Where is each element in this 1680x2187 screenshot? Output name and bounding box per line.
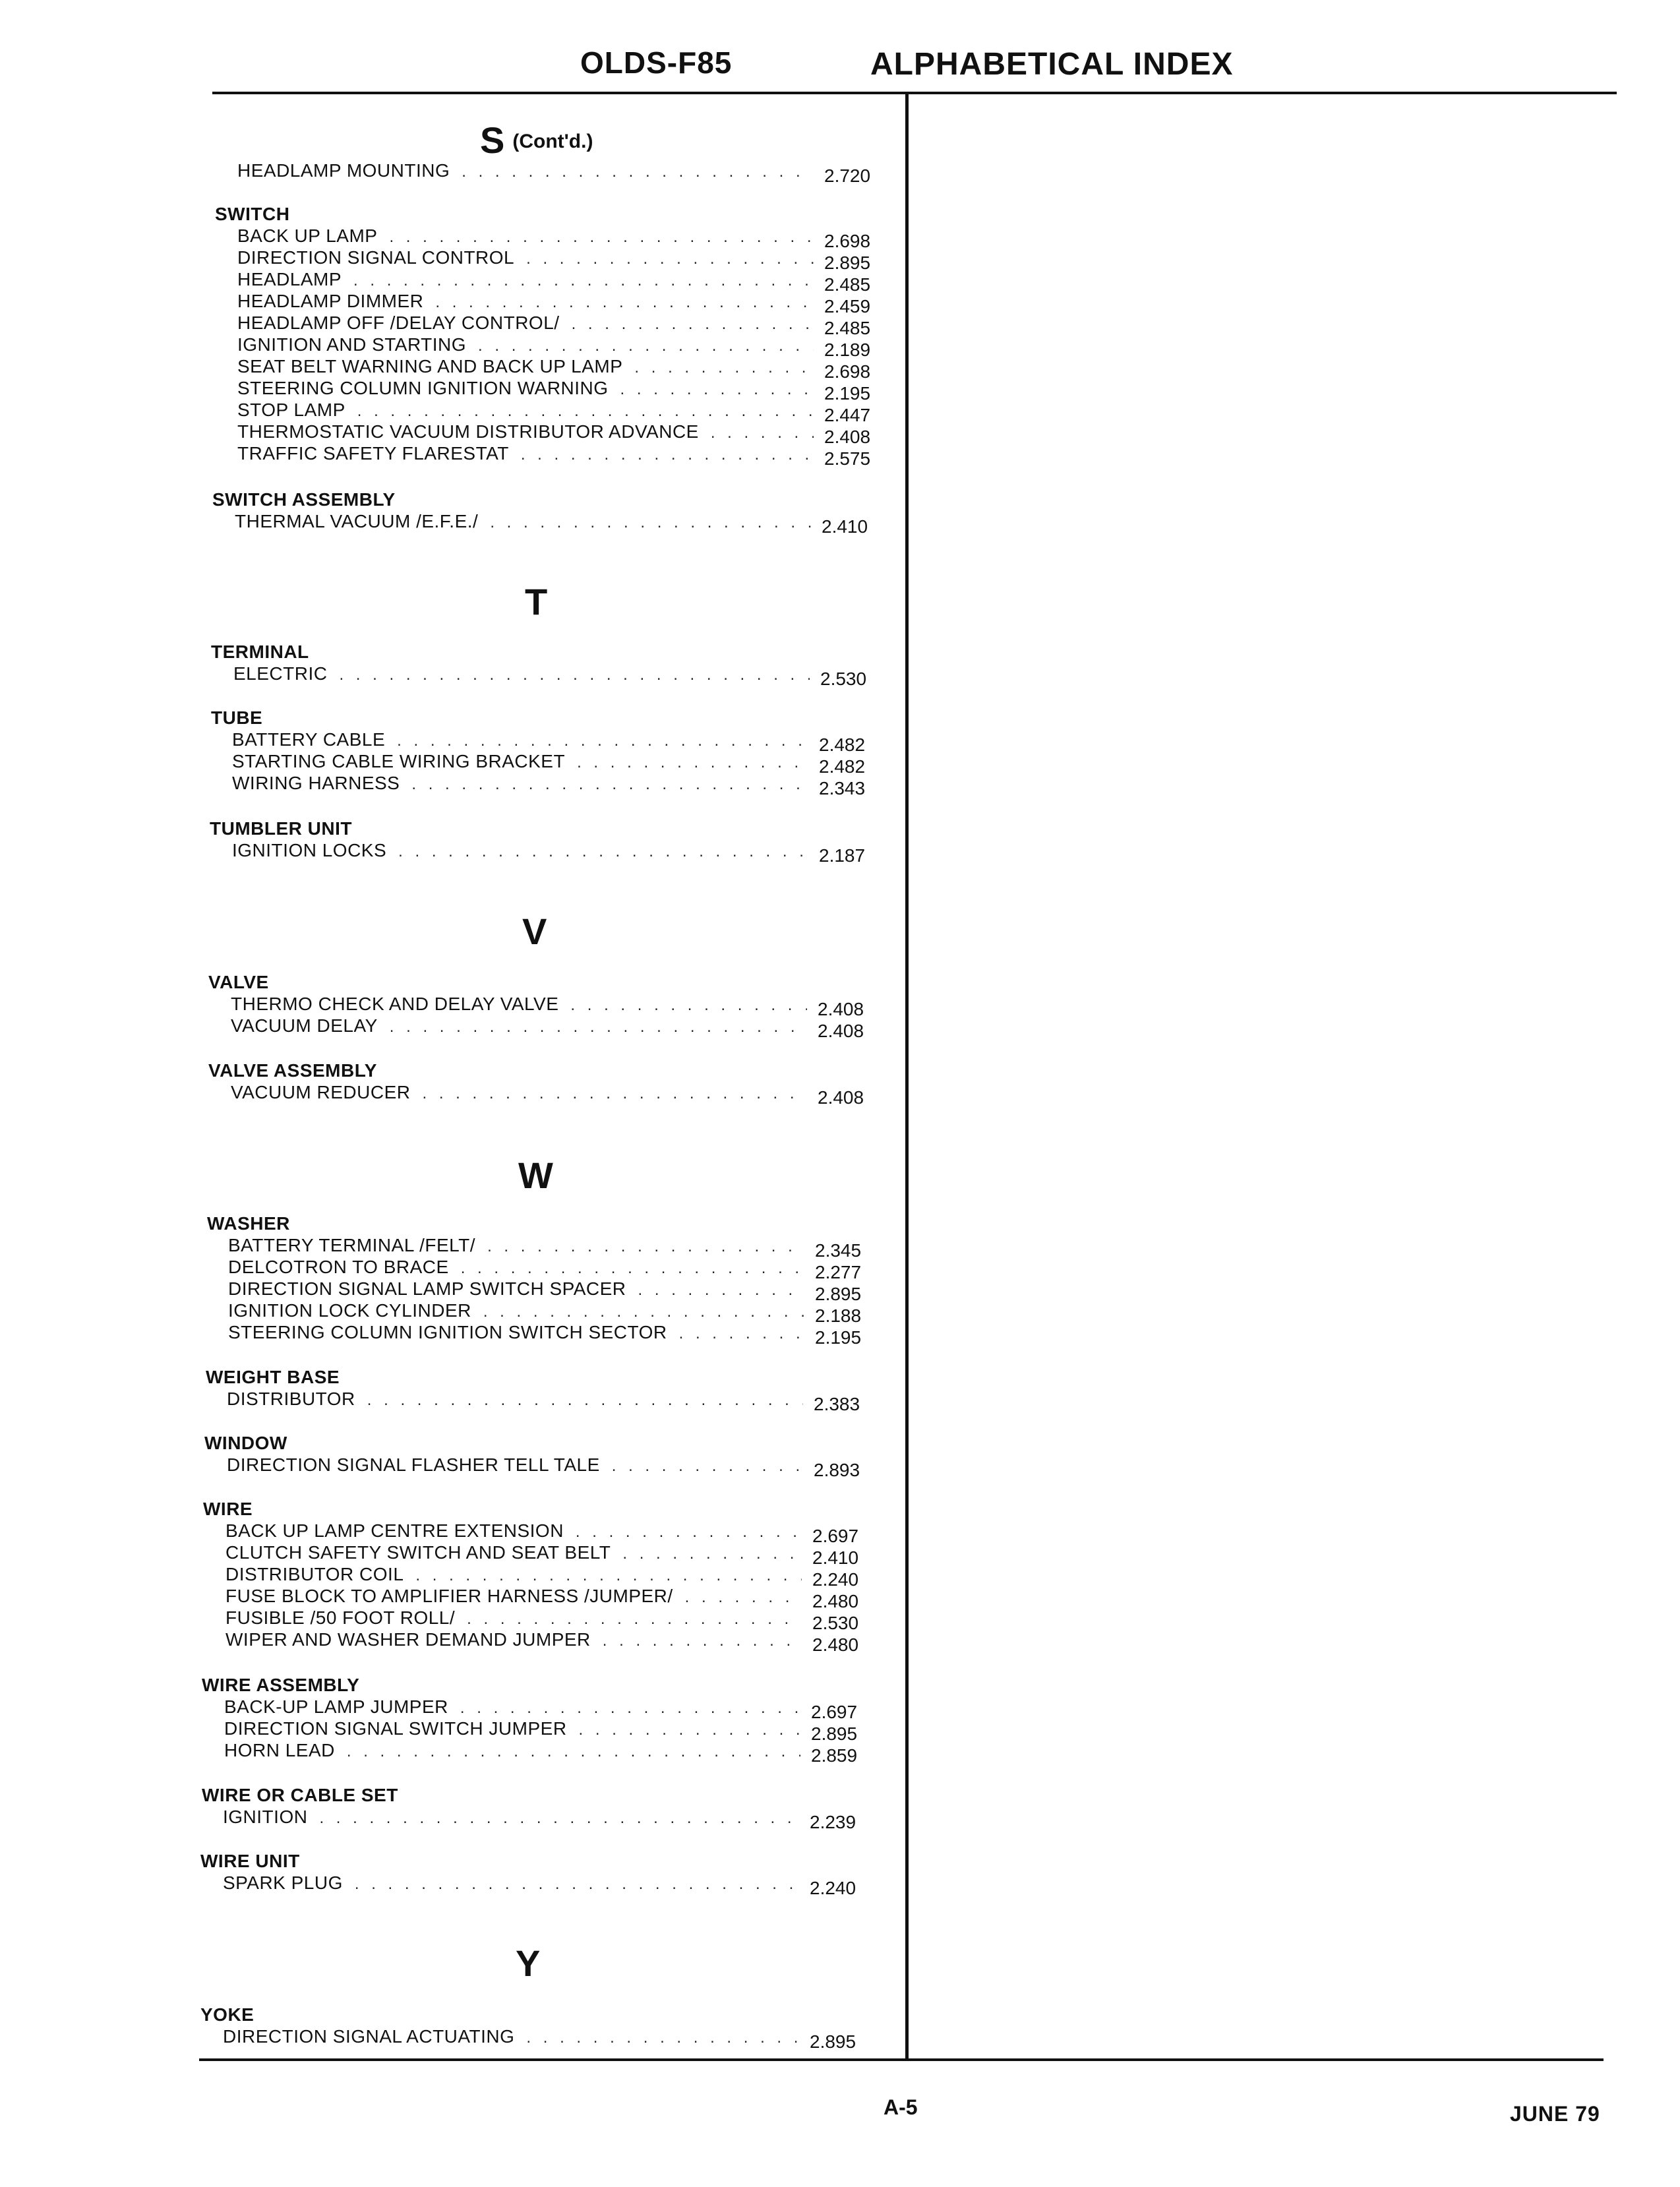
index-entry bbox=[228, 1257, 868, 1282]
index-heading: WIRE ASSEMBLY bbox=[202, 1675, 360, 1695]
dot-leader bbox=[576, 1523, 802, 1542]
entry-label: ELECTRIC bbox=[233, 663, 328, 684]
dot-leader bbox=[467, 1610, 802, 1629]
page-title: ALPHABETICAL INDEX bbox=[870, 47, 1234, 82]
entry-label: BATTERY TERMINAL /FELT/ bbox=[228, 1235, 476, 1255]
index-heading: SWITCH ASSEMBLY bbox=[212, 489, 396, 510]
dot-leader bbox=[423, 1085, 808, 1103]
entry-page: 2.720 bbox=[824, 165, 871, 186]
dot-leader bbox=[487, 1238, 804, 1256]
index-heading: SWITCH bbox=[215, 204, 290, 224]
index-entry bbox=[237, 443, 877, 469]
section-suffix: (Cont'd.) bbox=[512, 131, 593, 152]
entry-label: VACUUM REDUCER bbox=[231, 1082, 411, 1102]
index-entry bbox=[225, 1629, 865, 1655]
entry-page: 2.698 bbox=[824, 361, 871, 382]
entry-page: 2.482 bbox=[819, 734, 866, 755]
dot-leader bbox=[603, 1632, 802, 1650]
entry-label: HEADLAMP DIMMER bbox=[237, 291, 424, 311]
dot-leader bbox=[462, 163, 814, 181]
entry-page: 2.188 bbox=[815, 1305, 862, 1326]
index-entry bbox=[237, 421, 877, 447]
entry-label: DIRECTION SIGNAL CONTROL bbox=[237, 247, 515, 268]
entry-page: 2.530 bbox=[812, 1613, 859, 1633]
section-letter-v: V bbox=[522, 911, 547, 952]
index-entry bbox=[225, 1542, 865, 1568]
entry-label: BACK UP LAMP CENTRE EXTENSION bbox=[225, 1520, 564, 1541]
entry-page: 2.895 bbox=[810, 2031, 856, 2052]
entry-label: DIRECTION SIGNAL FLASHER TELL TALE bbox=[227, 1454, 600, 1475]
top-rule bbox=[212, 92, 1617, 94]
entry-label: DELCOTRON TO BRACE bbox=[228, 1257, 449, 1277]
entry-label: BACK-UP LAMP JUMPER bbox=[224, 1696, 448, 1717]
entry-label: HEADLAMP MOUNTING bbox=[237, 160, 450, 181]
entry-page: 2.410 bbox=[822, 516, 868, 537]
entry-page: 2.239 bbox=[810, 1812, 856, 1832]
index-entry bbox=[237, 225, 877, 251]
index-entry bbox=[235, 511, 874, 537]
index-heading: VALVE bbox=[208, 972, 269, 992]
index-entry bbox=[228, 1235, 868, 1261]
dot-leader bbox=[357, 402, 814, 421]
index-heading: WINDOW bbox=[204, 1433, 287, 1453]
dot-leader bbox=[570, 996, 807, 1015]
index-entry bbox=[232, 840, 872, 866]
index-entry bbox=[228, 1322, 868, 1348]
entry-page: 2.480 bbox=[812, 1591, 859, 1611]
entry-label: SEAT BELT WARNING AND BACK UP LAMP bbox=[237, 356, 623, 376]
index-heading: WIRE bbox=[203, 1499, 253, 1519]
index-entry bbox=[227, 1389, 866, 1414]
index-entry bbox=[224, 1718, 864, 1744]
entry-page: 2.408 bbox=[818, 1087, 864, 1108]
dot-leader bbox=[415, 1567, 802, 1585]
dot-leader bbox=[367, 1391, 803, 1410]
dot-leader bbox=[397, 732, 808, 750]
dot-leader bbox=[478, 337, 814, 355]
section-letter-t: T bbox=[525, 581, 548, 622]
entry-label: FUSE BLOCK TO AMPLIFIER HARNESS /JUMPER/ bbox=[225, 1586, 673, 1606]
dot-leader bbox=[685, 1588, 802, 1607]
entry-label: HEADLAMP bbox=[237, 269, 342, 289]
dot-leader bbox=[460, 1699, 800, 1718]
entry-label: BACK UP LAMP bbox=[237, 225, 378, 246]
dot-leader bbox=[461, 1259, 804, 1278]
index-entry bbox=[225, 1520, 865, 1546]
section-letter-y: Y bbox=[516, 1942, 541, 1984]
index-entry bbox=[232, 751, 872, 777]
index-entry bbox=[237, 313, 877, 338]
dot-leader bbox=[679, 1325, 804, 1343]
entry-label: STOP LAMP bbox=[237, 400, 345, 420]
entry-page: 2.195 bbox=[824, 383, 871, 404]
entry-label: DISTRIBUTOR bbox=[227, 1389, 355, 1409]
dot-leader bbox=[389, 228, 814, 247]
dot-leader bbox=[521, 446, 814, 464]
index-heading: WIRE UNIT bbox=[200, 1851, 300, 1871]
index-entry bbox=[231, 994, 870, 1019]
entry-label: CLUTCH SAFETY SWITCH AND SEAT BELT bbox=[225, 1542, 611, 1563]
entry-label: DISTRIBUTOR COIL bbox=[225, 1564, 404, 1584]
index-entry bbox=[224, 1696, 864, 1722]
entry-page: 2.459 bbox=[824, 296, 871, 316]
entry-label: IGNITION bbox=[223, 1807, 308, 1827]
index-entry bbox=[232, 729, 872, 755]
dot-leader bbox=[411, 775, 808, 794]
entry-label: STEERING COLUMN IGNITION WARNING bbox=[237, 378, 609, 398]
index-entry bbox=[224, 1740, 864, 1766]
dot-leader bbox=[579, 1721, 800, 1739]
entry-label: FUSIBLE /50 FOOT ROLL/ bbox=[225, 1607, 456, 1628]
index-heading: VALVE ASSEMBLY bbox=[208, 1060, 377, 1081]
dot-leader bbox=[483, 1303, 804, 1321]
entry-page: 2.895 bbox=[815, 1284, 862, 1304]
entry-label: WIRING HARNESS bbox=[232, 773, 400, 793]
entry-page: 2.187 bbox=[819, 845, 866, 866]
dot-leader bbox=[634, 359, 814, 377]
entry-page: 2.195 bbox=[815, 1327, 862, 1348]
entry-label: TRAFFIC SAFETY FLARESTAT bbox=[237, 443, 509, 464]
entry-page: 2.408 bbox=[818, 999, 864, 1019]
index-entry bbox=[237, 269, 877, 295]
index-heading: TUMBLER UNIT bbox=[210, 818, 352, 839]
entry-page: 2.408 bbox=[818, 1021, 864, 1041]
index-heading: WIRE OR CABLE SET bbox=[202, 1785, 398, 1805]
section-letter-w: W bbox=[518, 1154, 553, 1196]
entry-page: 2.698 bbox=[824, 231, 871, 251]
dot-leader bbox=[398, 843, 808, 861]
index-entry bbox=[227, 1454, 866, 1480]
dot-leader bbox=[355, 1875, 799, 1894]
entry-page: 2.277 bbox=[815, 1262, 862, 1282]
index-heading: WASHER bbox=[207, 1213, 290, 1234]
entry-label: DIRECTION SIGNAL ACTUATING bbox=[223, 2026, 515, 2047]
index-entry bbox=[237, 334, 877, 360]
entry-page: 2.697 bbox=[812, 1526, 859, 1546]
index-entry bbox=[237, 247, 877, 273]
dot-leader bbox=[620, 380, 814, 399]
index-entry bbox=[223, 1872, 862, 1898]
entry-page: 2.485 bbox=[824, 318, 871, 338]
entry-label: HORN LEAD bbox=[224, 1740, 335, 1760]
entry-page: 2.895 bbox=[824, 253, 871, 273]
entry-page: 2.895 bbox=[811, 1723, 858, 1744]
index-entry bbox=[233, 663, 873, 689]
index-entry bbox=[223, 2026, 862, 2052]
entry-label: BATTERY CABLE bbox=[232, 729, 386, 750]
index-entry bbox=[225, 1564, 865, 1590]
entry-page: 2.575 bbox=[824, 448, 871, 469]
dot-leader bbox=[353, 272, 814, 290]
entry-label: STARTING CABLE WIRING BRACKET bbox=[232, 751, 566, 771]
entry-page: 2.240 bbox=[812, 1569, 859, 1590]
index-heading: TERMINAL bbox=[211, 642, 309, 662]
entry-page: 2.480 bbox=[812, 1634, 859, 1655]
entry-page: 2.343 bbox=[819, 778, 866, 798]
dot-leader bbox=[390, 1018, 807, 1036]
index-entry bbox=[223, 1807, 862, 1832]
index-entry bbox=[237, 356, 877, 382]
dot-leader bbox=[435, 293, 814, 312]
entry-label: THERMO CHECK AND DELAY VALVE bbox=[231, 994, 559, 1014]
index-entry bbox=[225, 1586, 865, 1611]
index-entry bbox=[228, 1300, 868, 1326]
bottom-rule bbox=[199, 2058, 1604, 2061]
entry-page: 2.859 bbox=[811, 1745, 858, 1766]
dot-leader bbox=[612, 1457, 803, 1476]
entry-label: STEERING COLUMN IGNITION SWITCH SECTOR bbox=[228, 1322, 667, 1342]
entry-page: 2.893 bbox=[814, 1460, 860, 1480]
entry-label: HEADLAMP OFF /DELAY CONTROL/ bbox=[237, 313, 560, 333]
index-entry bbox=[225, 1607, 865, 1633]
page-number: A-5 bbox=[884, 2095, 918, 2119]
dot-leader bbox=[339, 666, 810, 684]
index-entry bbox=[231, 1082, 870, 1108]
entry-label: THERMAL VACUUM /E.F.E./ bbox=[235, 511, 479, 531]
dot-leader bbox=[347, 1743, 800, 1761]
entry-page: 2.410 bbox=[812, 1547, 859, 1568]
index-entry bbox=[237, 160, 877, 186]
dot-leader bbox=[490, 514, 811, 532]
entry-page: 2.485 bbox=[824, 274, 871, 295]
entry-label: IGNITION LOCK CYLINDER bbox=[228, 1300, 471, 1321]
entry-label: SPARK PLUG bbox=[223, 1872, 343, 1893]
index-entry bbox=[237, 291, 877, 316]
index-heading: TUBE bbox=[211, 707, 263, 728]
entry-page: 2.530 bbox=[820, 669, 867, 689]
index-entry bbox=[232, 773, 872, 798]
entry-page: 2.189 bbox=[824, 340, 871, 360]
entry-page: 2.482 bbox=[819, 756, 866, 777]
section-letter-s bbox=[480, 119, 593, 162]
index-entry bbox=[237, 400, 877, 425]
dot-leader bbox=[577, 754, 808, 772]
header-model: OLDS-F85 bbox=[580, 45, 733, 80]
index-entry bbox=[237, 378, 877, 404]
dot-leader bbox=[711, 424, 814, 442]
entry-page: 2.447 bbox=[824, 405, 871, 425]
entry-page: 2.345 bbox=[815, 1240, 862, 1261]
dot-leader bbox=[526, 2029, 799, 2047]
entry-page: 2.408 bbox=[824, 427, 871, 447]
dot-leader bbox=[319, 1809, 799, 1828]
index-heading: WEIGHT BASE bbox=[206, 1367, 340, 1387]
column-divider bbox=[905, 92, 909, 2060]
entry-label: WIPER AND WASHER DEMAND JUMPER bbox=[225, 1629, 591, 1650]
entry-label: THERMOSTATIC VACUUM DISTRIBUTOR ADVANCE bbox=[237, 421, 699, 442]
entry-page: 2.240 bbox=[810, 1878, 856, 1898]
dot-leader bbox=[638, 1281, 804, 1300]
section-letter: S bbox=[480, 119, 505, 161]
index-entry bbox=[231, 1015, 870, 1041]
entry-label: VACUUM DELAY bbox=[231, 1015, 378, 1036]
entry-label: DIRECTION SIGNAL LAMP SWITCH SPACER bbox=[228, 1278, 626, 1299]
dot-leader bbox=[526, 250, 814, 268]
entry-label: DIRECTION SIGNAL SWITCH JUMPER bbox=[224, 1718, 567, 1739]
entry-label: IGNITION LOCKS bbox=[232, 840, 387, 860]
entry-page: 2.697 bbox=[811, 1702, 858, 1722]
index-entry bbox=[228, 1278, 868, 1304]
entry-page: 2.383 bbox=[814, 1394, 860, 1414]
entry-label: IGNITION AND STARTING bbox=[237, 334, 467, 355]
dot-leader bbox=[622, 1545, 802, 1563]
dot-leader bbox=[572, 315, 814, 334]
index-heading: YOKE bbox=[200, 2004, 255, 2025]
revision-date: JUNE 79 bbox=[1510, 2102, 1600, 2126]
